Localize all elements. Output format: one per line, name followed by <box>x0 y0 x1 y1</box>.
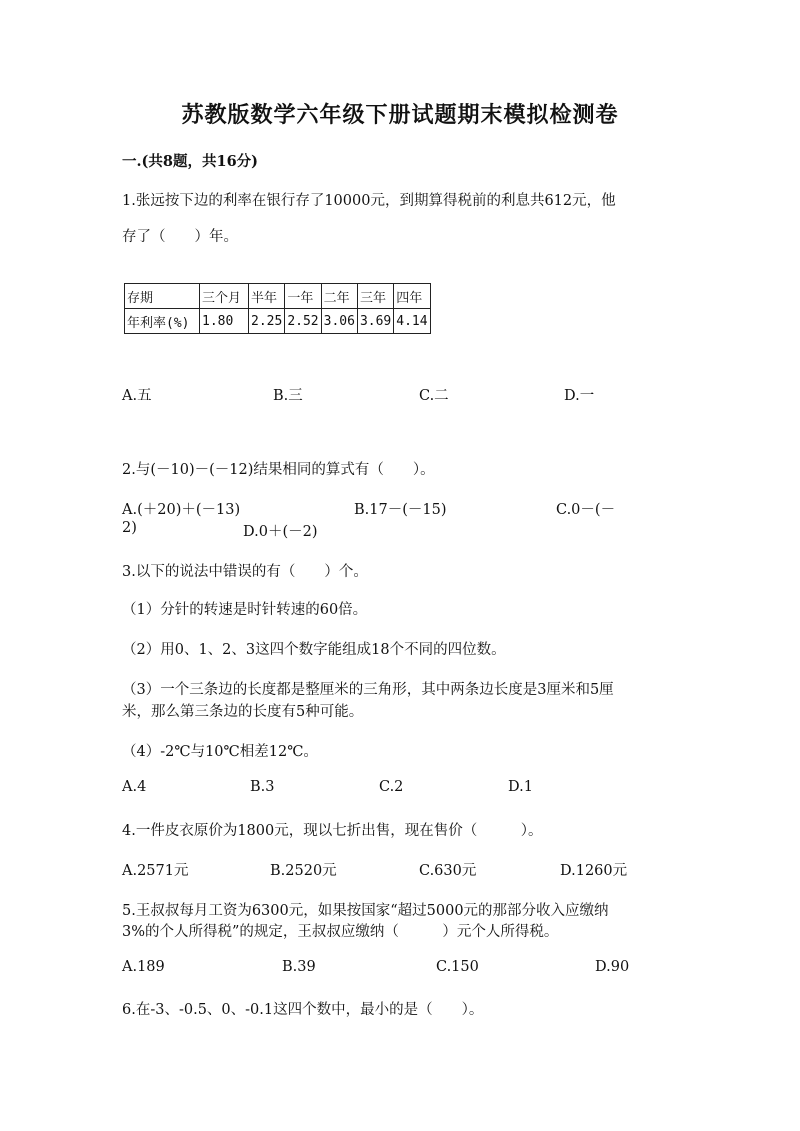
statement-4: （4）-2℃与10℃相差12℃。 <box>122 744 318 760</box>
table-cell: 3.69 <box>357 309 393 334</box>
table-cell: 2.25 <box>249 309 285 334</box>
option-a: A.189 <box>122 959 165 975</box>
page-title: 苏教版数学六年级下册试题期末模拟检测卷 <box>181 102 619 128</box>
table-cell: 年利率(%) <box>125 309 200 334</box>
option-d: D.90 <box>595 959 630 975</box>
table-cell: 三年 <box>357 284 393 309</box>
option-c: C.二 <box>419 388 449 404</box>
option-a: A.2571元 <box>122 863 189 879</box>
option-b: B.39 <box>282 959 316 975</box>
interest-rate-table <box>124 283 431 334</box>
question-1-text-cont: 存了（ ）年。 <box>122 229 238 245</box>
option-c-cont: 2) <box>122 520 137 536</box>
question-5-text: 5.王叔叔每月工资为6300元，如果按国家“超过5000元的那部分收入应缴纳 <box>122 903 609 919</box>
table-cell: 三个月 <box>200 284 249 309</box>
option-a: A.(＋20)＋(－13) <box>122 502 241 518</box>
question-1-text: 1.张远按下边的利率在银行存了10000元，到期算得税前的利息共612元，他 <box>122 193 616 209</box>
question-2-text: 2.与(－10)－(－12)结果相同的算式有（ ）。 <box>122 462 435 478</box>
table-cell: 1.80 <box>200 309 249 334</box>
table-cell: 四年 <box>394 284 430 309</box>
option-d: D.一 <box>564 388 595 404</box>
option-b: B.3 <box>250 779 275 795</box>
option-b: B.三 <box>273 388 303 404</box>
question-3-text: 3.以下的说法中错误的有（ ）个。 <box>122 564 368 580</box>
statement-3: （3）一个三条边的长度都是整厘米的三角形，其中两条边长度是3厘米和5厘 <box>122 682 614 698</box>
option-b: B.2520元 <box>270 863 337 879</box>
table-cell: 二年 <box>321 284 357 309</box>
statement-2: （2）用0、1、2、3这四个数字能组成18个不同的四位数。 <box>122 642 506 658</box>
option-a: A.4 <box>122 779 147 795</box>
table-cell: 3.06 <box>321 309 357 334</box>
option-c: C.630元 <box>419 863 477 879</box>
table-cell: 半年 <box>249 284 285 309</box>
table-cell: 2.52 <box>285 309 321 334</box>
option-c: C.0－(－ <box>556 502 616 518</box>
statement-1: （1）分针的转速是时针转速的60倍。 <box>122 602 368 618</box>
question-6-text: 6.在-3、-0.5、0、-0.1这四个数中，最小的是（ ）。 <box>122 1002 484 1018</box>
table-cell: 一年 <box>285 284 321 309</box>
option-c: C.150 <box>436 959 479 975</box>
table-row <box>125 284 431 309</box>
option-c: C.2 <box>379 779 404 795</box>
table-row <box>125 309 431 334</box>
option-d: D.1 <box>508 779 533 795</box>
question-5-text-cont: 3%的个人所得税”的规定，王叔叔应缴纳（ ）元个人所得税。 <box>122 924 559 940</box>
option-d: D.0＋(－2) <box>243 524 318 540</box>
statement-3-cont: 米，那么第三条边的长度有5种可能。 <box>122 704 364 720</box>
option-a: A.五 <box>122 388 152 404</box>
question-4-text: 4.一件皮衣原价为1800元，现以七折出售，现在售价（ ）。 <box>122 823 543 839</box>
table-cell: 存期 <box>125 284 200 309</box>
option-d: D.1260元 <box>560 863 628 879</box>
section-heading: 一.(共8题，共16分) <box>122 153 259 170</box>
table-cell: 4.14 <box>394 309 430 334</box>
option-b: B.17－(－15) <box>354 502 447 518</box>
